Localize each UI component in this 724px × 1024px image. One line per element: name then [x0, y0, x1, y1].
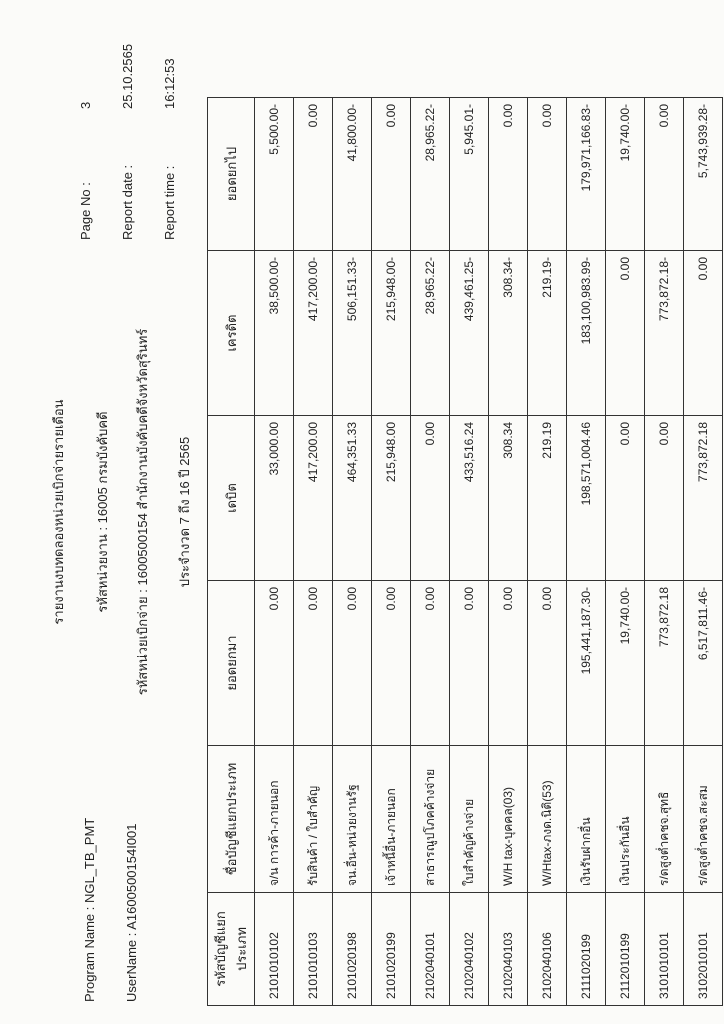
credit: 773,872.18- — [645, 251, 684, 416]
account-code: 2102040106 — [528, 893, 567, 1006]
credit: 417,200.00- — [294, 251, 333, 416]
balance-carried-forward: 28,965.22- — [411, 98, 450, 251]
debit: 433,516.24 — [450, 416, 489, 581]
balance-carried-forward: 0.00 — [294, 98, 333, 251]
report-date-value: 25.10.2565 — [120, 43, 135, 109]
report-time-value: 16:12:53 — [162, 58, 177, 109]
credit: 183,100,983.99- — [567, 251, 606, 416]
account-name: ร/ดสูงต่ำคชจ.สะสม — [684, 746, 723, 893]
balance-carried-forward: 5,500.00- — [255, 98, 294, 251]
debit: 0.00 — [411, 416, 450, 581]
account-code: 2101010102 — [255, 893, 294, 1006]
page-no-label: Page No : — [78, 182, 93, 240]
balance-brought-forward: 0.00 — [294, 581, 333, 746]
balance-carried-forward: 0.00 — [372, 98, 411, 251]
debit: 773,872.18 — [684, 416, 723, 581]
balance-carried-forward: 5,743,939.28- — [684, 98, 723, 251]
account-name: จน.อื่น-หน่วยงานรัฐ — [333, 746, 372, 893]
col-debit: เดบิต — [208, 416, 255, 581]
account-code: 3101010101 — [645, 893, 684, 1006]
col-account-name: ชื่อบัญชีแยกประเภท — [208, 746, 255, 893]
account-name: ใบสำคัญค้างจ่าย — [450, 746, 489, 893]
balance-brought-forward: 0.00 — [450, 581, 489, 746]
disbursement-unit-line: รหัสหน่วยเบิกจ่าย : 1600500154 สำนักงานบังคับคดีจังหวัดสุรินทร์ — [135, 328, 150, 696]
col-balance-brought-forward: ยอดยกมา — [208, 581, 255, 746]
balance-brought-forward: 0.00 — [372, 581, 411, 746]
table-row — [255, 98, 294, 1006]
debit: 215,948.00 — [372, 416, 411, 581]
balance-carried-forward: 5,945.01- — [450, 98, 489, 251]
user-name: UserName : A1600500154I001 — [124, 823, 139, 1002]
page-no-value: 3 — [78, 101, 93, 109]
account-name: สาธารณูปโภคค้างจ่าย — [411, 746, 450, 893]
debit: 0.00 — [645, 416, 684, 581]
col-balance-carried-forward: ยอดยกไป — [208, 98, 255, 251]
account-name: ร/ดสูงต่ำคชจ.สุทธิ — [645, 746, 684, 893]
debit: 0.00 — [606, 416, 645, 581]
balance-carried-forward: 0.00 — [528, 98, 567, 251]
account-code: 2101020198 — [333, 893, 372, 1006]
account-code: 2102040101 — [411, 893, 450, 1006]
credit: 28,965.22- — [411, 251, 450, 416]
col-account-code: รหัสบัญชีแยกประเภท — [208, 893, 255, 1006]
balance-brought-forward: 6,517,811.46- — [684, 581, 723, 746]
account-code: 2102040102 — [450, 893, 489, 1006]
unit-line: รหัสหน่วยงาน : 16005 กรมบังคับคดี — [95, 411, 110, 613]
account-code: 2112010199 — [606, 893, 645, 1006]
table-row — [333, 98, 372, 1006]
report-time-label: Report time : — [162, 165, 177, 240]
account-code: 2102040103 — [489, 893, 528, 1006]
balance-carried-forward: 179,971,166.83- — [567, 98, 606, 251]
table-header-row — [208, 98, 255, 1006]
account-code: 3102010101 — [684, 893, 723, 1006]
balance-brought-forward: 0.00 — [411, 581, 450, 746]
debit: 219.19 — [528, 416, 567, 581]
credit: 308.34- — [489, 251, 528, 416]
table-row — [411, 98, 450, 1006]
balance-brought-forward: 0.00 — [333, 581, 372, 746]
balance-brought-forward: 195,441,187.30- — [567, 581, 606, 746]
balance-brought-forward: 0.00 — [255, 581, 294, 746]
table-row — [645, 98, 684, 1006]
account-name: เงินประกันอื่น — [606, 746, 645, 893]
credit: 219.19- — [528, 251, 567, 416]
table-row — [528, 98, 567, 1006]
account-name: รับสินค้า / ใบสำคัญ — [294, 746, 333, 893]
table-row — [450, 98, 489, 1006]
account-code: 2111020199 — [567, 893, 606, 1006]
credit: 38,500.00- — [255, 251, 294, 416]
table-row — [489, 98, 528, 1006]
report-date-label: Report date : — [120, 164, 135, 240]
credit: 215,948.00- — [372, 251, 411, 416]
account-code: 2101010103 — [294, 893, 333, 1006]
table-row — [372, 98, 411, 1006]
account-name: จ/น การค้า-ภายนอก — [255, 746, 294, 893]
account-name: เงินรับฝากอื่น — [567, 746, 606, 893]
report-title: รายงานงบทดลองหน่วยเบิกจ่ายรายเดือน — [51, 399, 66, 625]
balance-carried-forward: 0.00 — [645, 98, 684, 251]
account-code: 2101020199 — [372, 893, 411, 1006]
credit: 506,151.33- — [333, 251, 372, 416]
balance-carried-forward: 19,740.00- — [606, 98, 645, 251]
table-row — [606, 98, 645, 1006]
balance-carried-forward: 41,800.00- — [333, 98, 372, 251]
debit: 308.34 — [489, 416, 528, 581]
balance-carried-forward: 0.00 — [489, 98, 528, 251]
debit: 464,351.33 — [333, 416, 372, 581]
trial-balance-table — [207, 97, 723, 1006]
credit: 439,461.25- — [450, 251, 489, 416]
debit: 33,000.00 — [255, 416, 294, 581]
col-credit: เครดิต — [208, 251, 255, 416]
balance-brought-forward: 0.00 — [489, 581, 528, 746]
debit: 417,200.00 — [294, 416, 333, 581]
account-name: W/Htax-ภงด.นิติ(53) — [528, 746, 567, 893]
debit: 198,571,004.46 — [567, 416, 606, 581]
balance-brought-forward: 773,872.18 — [645, 581, 684, 746]
credit: 0.00 — [684, 251, 723, 416]
table-row — [684, 98, 723, 1006]
credit: 0.00 — [606, 251, 645, 416]
table-row — [567, 98, 606, 1006]
account-name: เจ้าหนี้อื่น-ภายนอก — [372, 746, 411, 893]
balance-brought-forward: 0.00 — [528, 581, 567, 746]
account-name: W/H tax-บุคคล(03) — [489, 746, 528, 893]
program-name: Program Name : NGL_TB_PMT — [82, 817, 97, 1002]
table-row — [294, 98, 333, 1006]
balance-brought-forward: 19,740.00- — [606, 581, 645, 746]
period-line: ประจำงวด 7 ถึง 16 ปี 2565 — [177, 436, 192, 588]
